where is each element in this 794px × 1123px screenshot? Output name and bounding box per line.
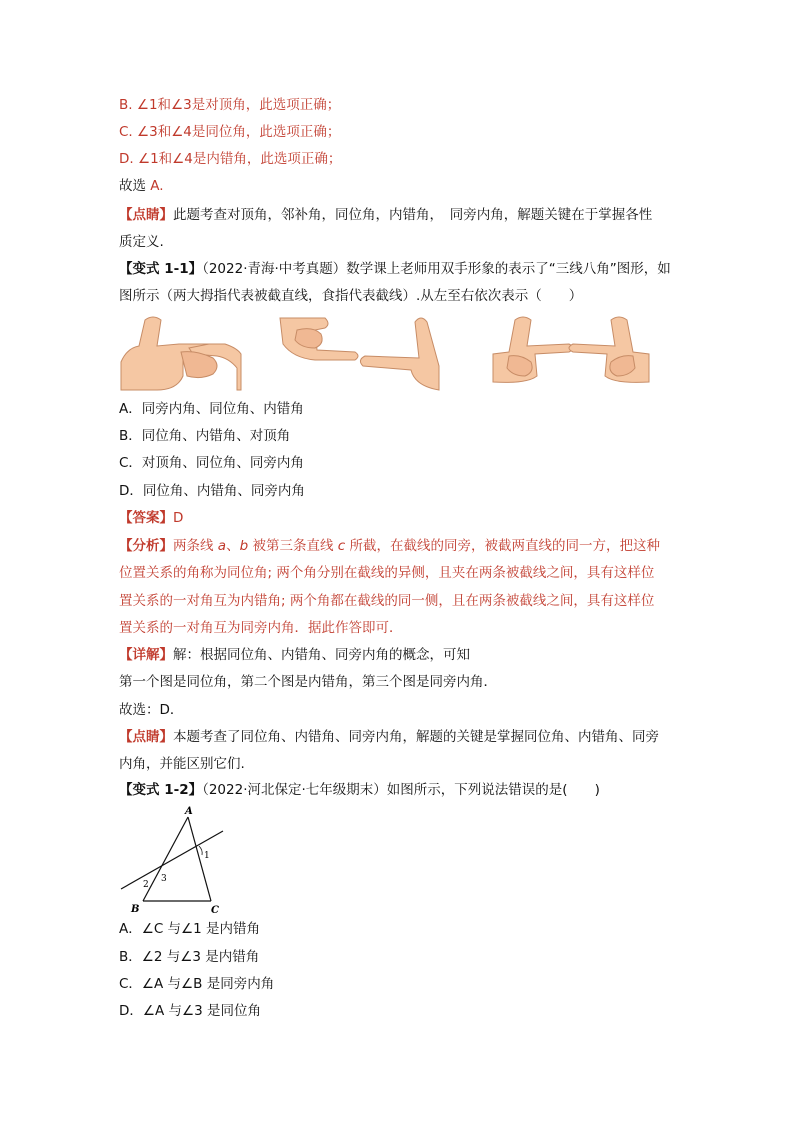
variant1-var-b: b <box>239 538 249 554</box>
variant2-option-d[interactable]: D．∠A 与∠3 是同位角 <box>119 1003 262 1019</box>
variant1-analysis-p3: 所截，在截线的同旁，被截两直线的同一方，把这种 <box>345 538 660 554</box>
variant1-stem-line-1 <box>119 256 689 283</box>
variant1-option-d[interactable]: D．同位角、内错角、同旁内角 <box>119 483 305 499</box>
variant2-option-a[interactable]: A．∠C 与∠1 是内错角 <box>119 921 261 937</box>
variant1-detail-line-1 <box>119 642 689 669</box>
prev-comment-text-1: 此题考查对顶角，邻补角，同位角，内错角， 同旁内角，解题关键在于掌握各性 <box>173 207 653 223</box>
variant1-choose: 故选：D． <box>119 702 184 718</box>
variant1-answer <box>119 505 689 532</box>
figure-label-1: 1 <box>204 851 210 861</box>
variant1-stem-1: 数学课上老师用双手形象的表示了“三线八角”图形，如 <box>346 261 671 277</box>
variant1-analysis-line-3: 置关系的一对角互为内错角; 两个角都在截线的同一侧，且在两条被截线之间，具有这样位 <box>119 593 655 609</box>
variant2-stem <box>119 777 689 804</box>
variant1-comment-line-1 <box>119 724 689 751</box>
variant1-var-a: a <box>217 538 227 554</box>
variant1-analysis-tag: 【分析】 <box>119 538 173 554</box>
variant1-option-c[interactable]: C．对顶角、同位角、同旁内角 <box>119 455 304 471</box>
variant1-comment-text: 本题考查了同位角、内错角、同旁内角，解题的关键是掌握同位角、内错角、同旁 <box>173 729 659 745</box>
figure-label-3: 3 <box>161 874 167 884</box>
variant1-stem-line-2: 图所示（两大拇指代表被截直线，食指代表截线）.从左至右依次表示（ ） <box>119 288 583 304</box>
variant2-option-c[interactable]: C．∠A 与∠B 是同旁内角 <box>119 976 275 992</box>
figure-label-2: 2 <box>143 880 149 890</box>
prev-option-c: C. ∠3和∠4是同位角，此选项正确； <box>119 124 341 140</box>
variant1-tag: 【变式 1-1】 <box>119 261 203 277</box>
variant2-tag: 【变式 1-2】 <box>119 782 203 798</box>
variant1-detail-tag: 【详解】 <box>119 647 173 663</box>
variant1-analysis-p1: 两条线 <box>173 538 218 554</box>
variant1-analysis-sep: 、 <box>226 538 240 554</box>
variant2-source: （2022·河北保定·七年级期末） <box>202 782 387 798</box>
variant1-detail-text: 解：根据同位角、内错角、同旁内角的概念，可知 <box>173 647 470 663</box>
variant1-option-a[interactable]: A．同旁内角、同位角、内错角 <box>119 401 304 417</box>
hands-illustration <box>117 314 657 394</box>
hand-pair-2 <box>280 318 439 390</box>
triangle-figure <box>117 803 232 915</box>
prev-option-d: D. ∠1和∠4是内错角，此选项正确； <box>119 151 342 167</box>
variant1-analysis-p2: 被第三条直线 <box>248 538 338 554</box>
variant1-analysis-line-2: 位置关系的角称为同位角; 两个角分别在截线的异侧，且夹在两条被截线之间，具有这样位 <box>119 565 655 581</box>
figure-label-c: C <box>211 905 219 915</box>
figure-label-a: A <box>185 806 193 817</box>
variant1-answer-tag: 【答案】 <box>119 510 173 526</box>
hand-pair-3 <box>493 317 649 382</box>
variant1-answer-value: D <box>173 510 184 526</box>
prev-comment-tag: 【点睛】 <box>119 207 173 223</box>
prev-conclusion <box>119 173 689 200</box>
variant2-stem-text: 如图所示，下列说法错误的是( ) <box>386 782 600 798</box>
variant1-source: （2022·青海·中考真题） <box>202 261 347 277</box>
prev-comment-line-1 <box>119 202 689 229</box>
variant2-option-b[interactable]: B．∠2 与∠3 是内错角 <box>119 949 260 965</box>
prev-conclusion-text: 故选 <box>119 178 146 194</box>
variant1-detail-line-2: 第一个图是同位角，第二个图是内错角，第三个图是同旁内角． <box>119 674 497 690</box>
variant1-comment-line-2: 内角，并能区别它们. <box>119 756 245 772</box>
prev-conclusion-answer: A. <box>150 178 164 194</box>
variant1-analysis-line-4: 置关系的一对角互为同旁内角．据此作答即可． <box>119 620 403 636</box>
variant1-var-c: c <box>337 538 346 554</box>
prev-comment-line-2: 质定义. <box>119 234 164 250</box>
variant1-option-b[interactable]: B．同位角、内错角、对顶角 <box>119 428 291 444</box>
figure-label-b: B <box>131 904 140 915</box>
variant1-analysis-line-1 <box>119 533 689 560</box>
variant1-comment-tag: 【点睛】 <box>119 729 173 745</box>
prev-option-b: B. ∠1和∠3是对顶角，此选项正确； <box>119 97 341 113</box>
hand-pair-1 <box>121 317 241 390</box>
